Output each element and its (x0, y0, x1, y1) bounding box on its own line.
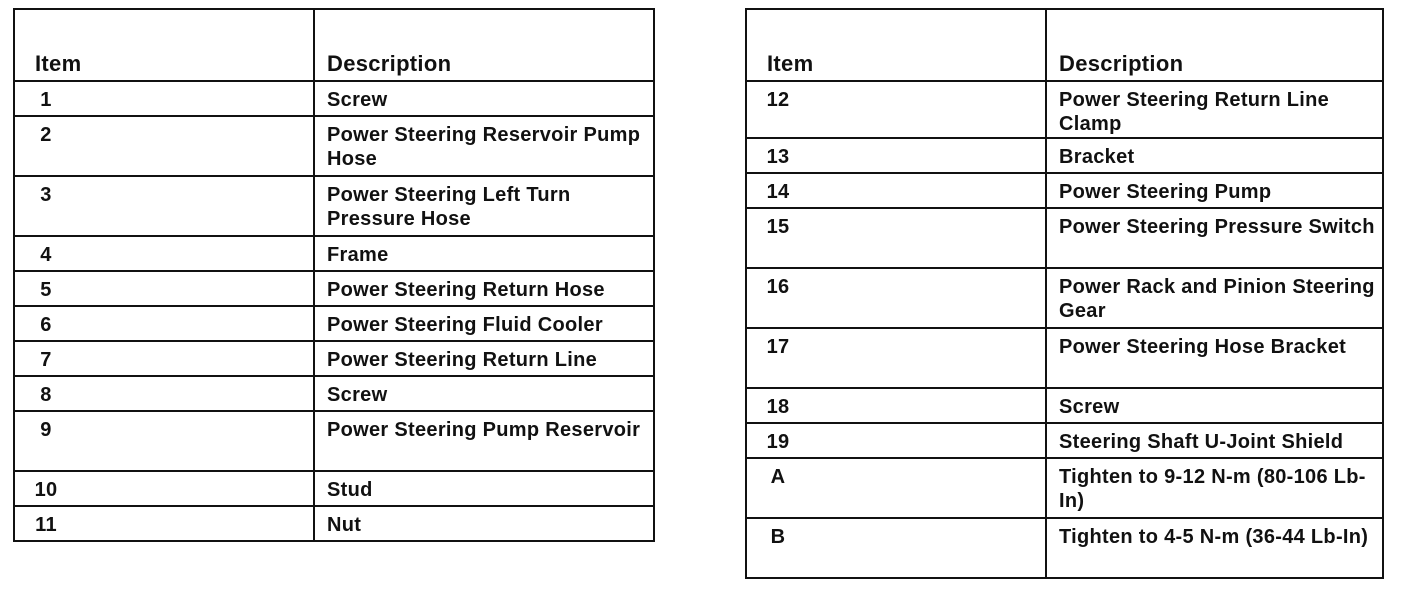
table-header-row (746, 9, 1383, 81)
table-row (14, 471, 654, 506)
item-description: Steering Shaft U-Joint Shield (1046, 423, 1383, 458)
description-column-header: Description (1046, 9, 1383, 81)
item-description: Power Steering Pump Reservoir (314, 411, 654, 471)
item-description: Power Steering Return Hose (314, 271, 654, 306)
parts-table-right (745, 8, 1384, 579)
item-description: Power Rack and Pinion Steering Gear (1046, 268, 1383, 328)
item-number: 8 (40, 384, 52, 406)
item-number: 18 (766, 396, 790, 418)
item-description: Frame (314, 236, 654, 271)
item-number: 12 (766, 89, 790, 111)
item-number: 14 (766, 181, 790, 203)
table-row (746, 208, 1383, 268)
item-description: Power Steering Pump (1046, 173, 1383, 208)
table-row (14, 81, 654, 116)
table-header-row (14, 9, 654, 81)
item-number: 2 (40, 124, 52, 146)
table-row (746, 138, 1383, 173)
item-description: Tighten to 4-5 N-m (36-44 Lb-In) (1046, 518, 1383, 578)
table-row (14, 271, 654, 306)
item-description: Tighten to 9-12 N-m (80-106 Lb-In) (1046, 458, 1383, 518)
table-row (14, 116, 654, 176)
item-number: 16 (766, 276, 790, 298)
item-number: 4 (40, 244, 52, 266)
item-number: 15 (766, 216, 790, 238)
item-description: Screw (314, 81, 654, 116)
item-number: 7 (40, 349, 52, 371)
item-description: Bracket (1046, 138, 1383, 173)
table-row (14, 236, 654, 271)
item-description: Power Steering Return Line (314, 341, 654, 376)
item-description: Power Steering Pressure Switch (1046, 208, 1383, 268)
item-description: Stud (314, 471, 654, 506)
table-row (746, 328, 1383, 388)
table-row (746, 388, 1383, 423)
item-number: 5 (40, 279, 52, 301)
item-description: Power Steering Return Line Clamp (1046, 81, 1383, 138)
item-description: Power Steering Hose Bracket (1046, 328, 1383, 388)
item-number: A (770, 466, 786, 488)
item-description: Power Steering Fluid Cooler (314, 306, 654, 341)
table-row (746, 423, 1383, 458)
table-row (746, 458, 1383, 518)
table-row (14, 376, 654, 411)
item-number: 3 (40, 184, 52, 206)
item-number: 13 (766, 146, 790, 168)
item-description: Nut (314, 506, 654, 541)
parts-table-left (13, 8, 655, 542)
table-row (14, 306, 654, 341)
table-row (746, 81, 1383, 138)
item-number: B (770, 526, 786, 548)
item-description: Screw (1046, 388, 1383, 423)
item-number: 11 (35, 514, 57, 536)
table-row (746, 518, 1383, 578)
table-row (14, 506, 654, 541)
item-description: Power Steering Reservoir Pump Hose (314, 116, 654, 176)
item-number: 17 (766, 336, 790, 358)
item-number: 10 (34, 479, 58, 501)
table-row (746, 268, 1383, 328)
description-column-header: Description (314, 9, 654, 81)
item-number: 19 (766, 431, 790, 453)
item-description: Power Steering Left Turn Pressure Hose (314, 176, 654, 236)
item-description: Screw (314, 376, 654, 411)
item-number: 9 (40, 419, 52, 441)
table-row (14, 411, 654, 471)
item-column-header: Item (14, 9, 314, 81)
item-number: 1 (40, 89, 52, 111)
item-column-header: Item (746, 9, 1046, 81)
table-row (746, 173, 1383, 208)
table-row (14, 176, 654, 236)
item-number: 6 (40, 314, 52, 336)
table-row (14, 341, 654, 376)
